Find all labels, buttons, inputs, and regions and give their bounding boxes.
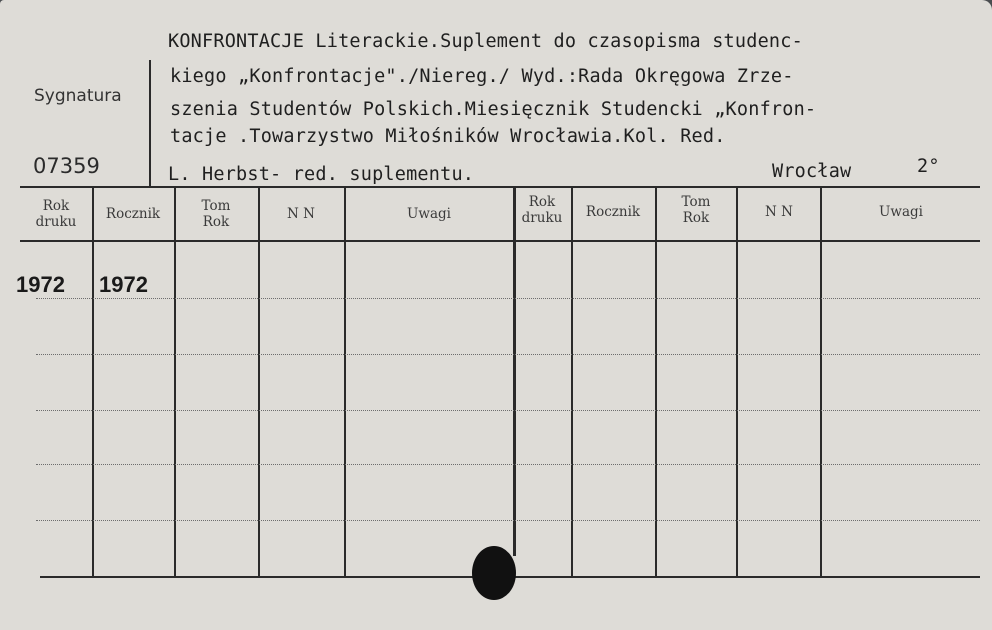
header-tom-rok-1: Tom Rok	[201, 198, 231, 230]
row-guide	[36, 520, 980, 521]
description-line-3: szenia Studentów Polskich.Miesięcznik Studencki „Konfron-	[170, 99, 817, 120]
column-divider	[344, 188, 346, 576]
header-tom-rok-2: Tom Rok	[681, 194, 711, 226]
call-number: 07359	[33, 154, 100, 178]
column-divider	[736, 188, 738, 576]
header-rok-druku-2: Rok druku	[521, 194, 563, 226]
description-line-2: kiego „Konfrontacje"./Niereg./ Wyd.:Rada Okręgowa Zrze-	[170, 66, 794, 87]
column-divider	[174, 188, 176, 576]
row-guide	[36, 298, 980, 299]
description-line-5: L. Herbst- red. suplementu.	[168, 164, 475, 185]
header-nn-2: N N	[765, 204, 793, 220]
sygnatura-label: Sygnatura	[34, 86, 122, 106]
column-divider	[820, 188, 822, 576]
header-rocznik-2: Rocznik	[585, 204, 641, 220]
column-divider	[655, 188, 657, 576]
header-nn-1: N N	[287, 206, 315, 222]
header-bottom-border	[20, 240, 980, 242]
punch-hole	[472, 546, 516, 600]
header-rok-druku-1: Rok druku	[35, 198, 77, 230]
table-top-border	[20, 186, 980, 188]
description-line-1: KONFRONTACJE Literackie.Suplement do czasopisma studenc-	[168, 31, 803, 52]
row-guide	[36, 354, 980, 355]
entry-rocznik: 1972	[99, 272, 148, 297]
row-guide	[36, 464, 980, 465]
column-divider	[258, 188, 260, 576]
header-rocznik-1: Rocznik	[105, 206, 161, 222]
format: 2°	[917, 156, 940, 177]
entry-rok-druku: 1972	[16, 272, 65, 297]
signature-divider	[149, 60, 151, 188]
place: Wrocław	[772, 161, 852, 182]
column-divider-center	[513, 188, 516, 556]
column-divider	[571, 188, 573, 576]
column-divider	[92, 188, 94, 576]
header-uwagi-2: Uwagi	[879, 204, 923, 220]
header-uwagi-1: Uwagi	[407, 206, 451, 222]
description-line-4: tacje .Towarzystwo Miłośników Wrocławia.Kol. Red.	[170, 126, 726, 147]
row-guide	[36, 410, 980, 411]
